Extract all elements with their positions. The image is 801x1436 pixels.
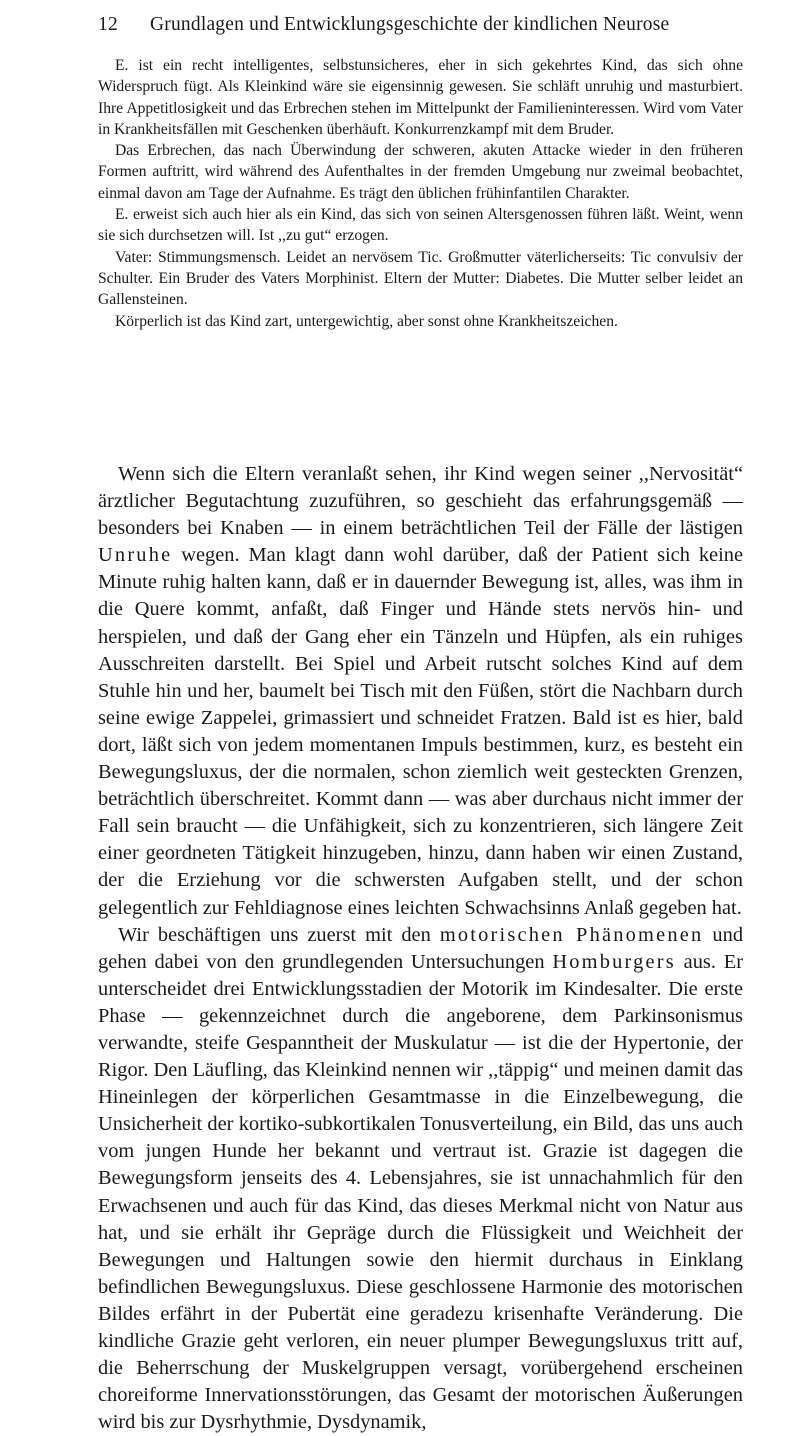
text-run: aus. Er unterscheidet drei Entwicklungsstadien der Motorik im Kindesalter. Die erste Phase — gekennzeichnet durch die angeborene, dem Parkinsonismus verwandte, steife Gespanntheit der Muskulatur — ist die der Hypertonie, der Rigor. Den Läufling, das Kleinkind nennen wir ,,täppig“ und meinen damit das Hineinlegen der körperlichen Gesamtmasse in die Einzelbewegung, die Unsicherheit der kortiko-subkortikalen Tonusverteilung, ein Bild, das uns auch vom jungen Hunde her bekannt und vertraut ist. Grazie ist dagegen die Bewegungsform jenseits des 4. Lebensjahres, sie ist unnachahmlich für den Erwachsenen und auch für das Kind, das dieses Merkmal nicht von Natur aus hat, und sie erhält ihr Gepräge durch die Flüssigkeit und Weichheit der Bewegungen und Haltungen sowie den hiermit durchaus in Einklang befindlichen Bewegungsluxus. Diese geschlossene Harmonie des motorischen Bildes erfährt in der Pubertät eine geradezu krisenhafte Veränderung. Die kindliche Grazie geht verloren, ein neuer plumper Bewegungsluxus tritt auf, die Beherrschung der Muskelgruppen versagt, vorübergehend erscheinen choreiforme Innervationsstörungen, das Gesamt der motorischen Äußerungen wird bis zur Dysrhythmie, Dysdynamik, <box>98 950 744 1434</box>
case-note-paragraph: Das Erbrechen, das nach Überwindung der schweren, akuten Attacke wieder in den früheren Formen auftritt, wird während des Aufenthaltes in der fremden Umgebung nur zweimal beobachtet, einmal davon am Tage der Aufnahme. Es trägt den üblichen frühinfantilen Charakter. <box>98 142 743 202</box>
page-number: 12 <box>98 14 118 35</box>
text-run: Wir beschäftigen uns zuerst mit den <box>118 923 440 946</box>
case-note-paragraph: E. erweist sich auch hier als ein Kind, das sich von seinen Altersgenossen führen läßt. Weint, wenn sie sich durchsetzen will. Ist ,,zu gut“ erzogen. <box>98 206 743 245</box>
case-note-paragraph: Körperlich ist das Kind zart, untergewichtig, aber sonst ohne Krankheitszeichen. <box>115 312 618 330</box>
main-text <box>98 461 743 1436</box>
case-note-paragraph: Vater: Stimmungsmensch. Leidet an nervösem Tic. Großmutter väterlicherseits: Tic convulsiv der Schulter. Ein Bruder des Vaters Morphinist. Eltern der Mutter: Diabetes. Die Mutter selber leidet an Gallensteinen. <box>98 248 743 309</box>
running-title: Grundlagen und Entwicklungsgeschichte der kindlichen Neurose <box>150 14 670 35</box>
body-paragraph <box>98 461 743 922</box>
case-note-paragraph: E. ist ein recht intelligentes, selbstunsicheres, eher in sich gekehrtes Kind, das sich ohne Widerspruch fügt. Als Kleinkind wäre sie eigensinnig gewesen. Sie schläft unruhig und masturbiert. Ihre Appetitlosigkeit und das Erbrechen stehen im Mittelpunkt der Familieninteressen. Wird vom Vater in Krankheitsfällen mit Geschenken überhäuft. Konkurrenzkampf mit dem Bruder. <box>98 57 743 138</box>
text-run: wegen. Man klagt dann wohl darüber, daß der Patient sich keine Minute ruhig halten kann, daß er in dauernder Bewegung ist, alles, was ihm in die Quere kommt, anfaßt, daß Finger und Hände stets nervös hin- und herspielen, und daß der Gang eher ein Tänzeln und Hüpfen, als ein ruhiges Ausschreiten darstellt. Bei Spiel und Arbeit rutscht solches Kind auf dem Stuhle hin und her, baumelt bei Tisch mit den Füßen, stört die Nachbarn durch seine ewige Zappelei, grimassiert und schneidet Fratzen. Bald ist es hier, bald dort, läßt sich von jedem momentanen Impuls bestimmen, kurz, es besteht ein Bewegungsluxus, der die normalen, schon ziemlich weit gesteckten Grenzen, beträchtlich überschreitet. Kommt dann — was aber durchaus nicht immer der Fall sein braucht — die Unfähigkeit, sich zu konzentrieren, sich längere Zeit einer geordneten Tätigkeit hinzugeben, hinzu, dann haben wir einen Zustand, der die Erziehung vor die schwersten Aufgaben stellt, und der schon gelegentlich zur Fehldiagnose eines leichten Schwachsinns Anlaß gegeben hat. <box>98 544 743 919</box>
body-paragraph <box>98 922 743 1436</box>
case-notes <box>98 55 743 332</box>
emphasis-unruhe: Unruhe <box>98 544 173 567</box>
emphasis-homburgers: Homburgers <box>552 950 676 973</box>
running-header <box>98 14 738 36</box>
emphasis-motorischen-phaenomenen: motorischen Phänomenen <box>439 923 704 946</box>
text-run: und gehen dabei von den grundlegenden Untersuchungen <box>98 923 744 973</box>
text-run: Wenn sich die Eltern veranlaßt sehen, ihr Kind wegen seiner ,,Nervosität“ ärztlicher Begutachtung zuzuführen, so geschieht das erfahrungsgemäß — besonders bei Knaben — in einem beträchtlichen Teil der Fälle der lästigen <box>98 463 743 540</box>
